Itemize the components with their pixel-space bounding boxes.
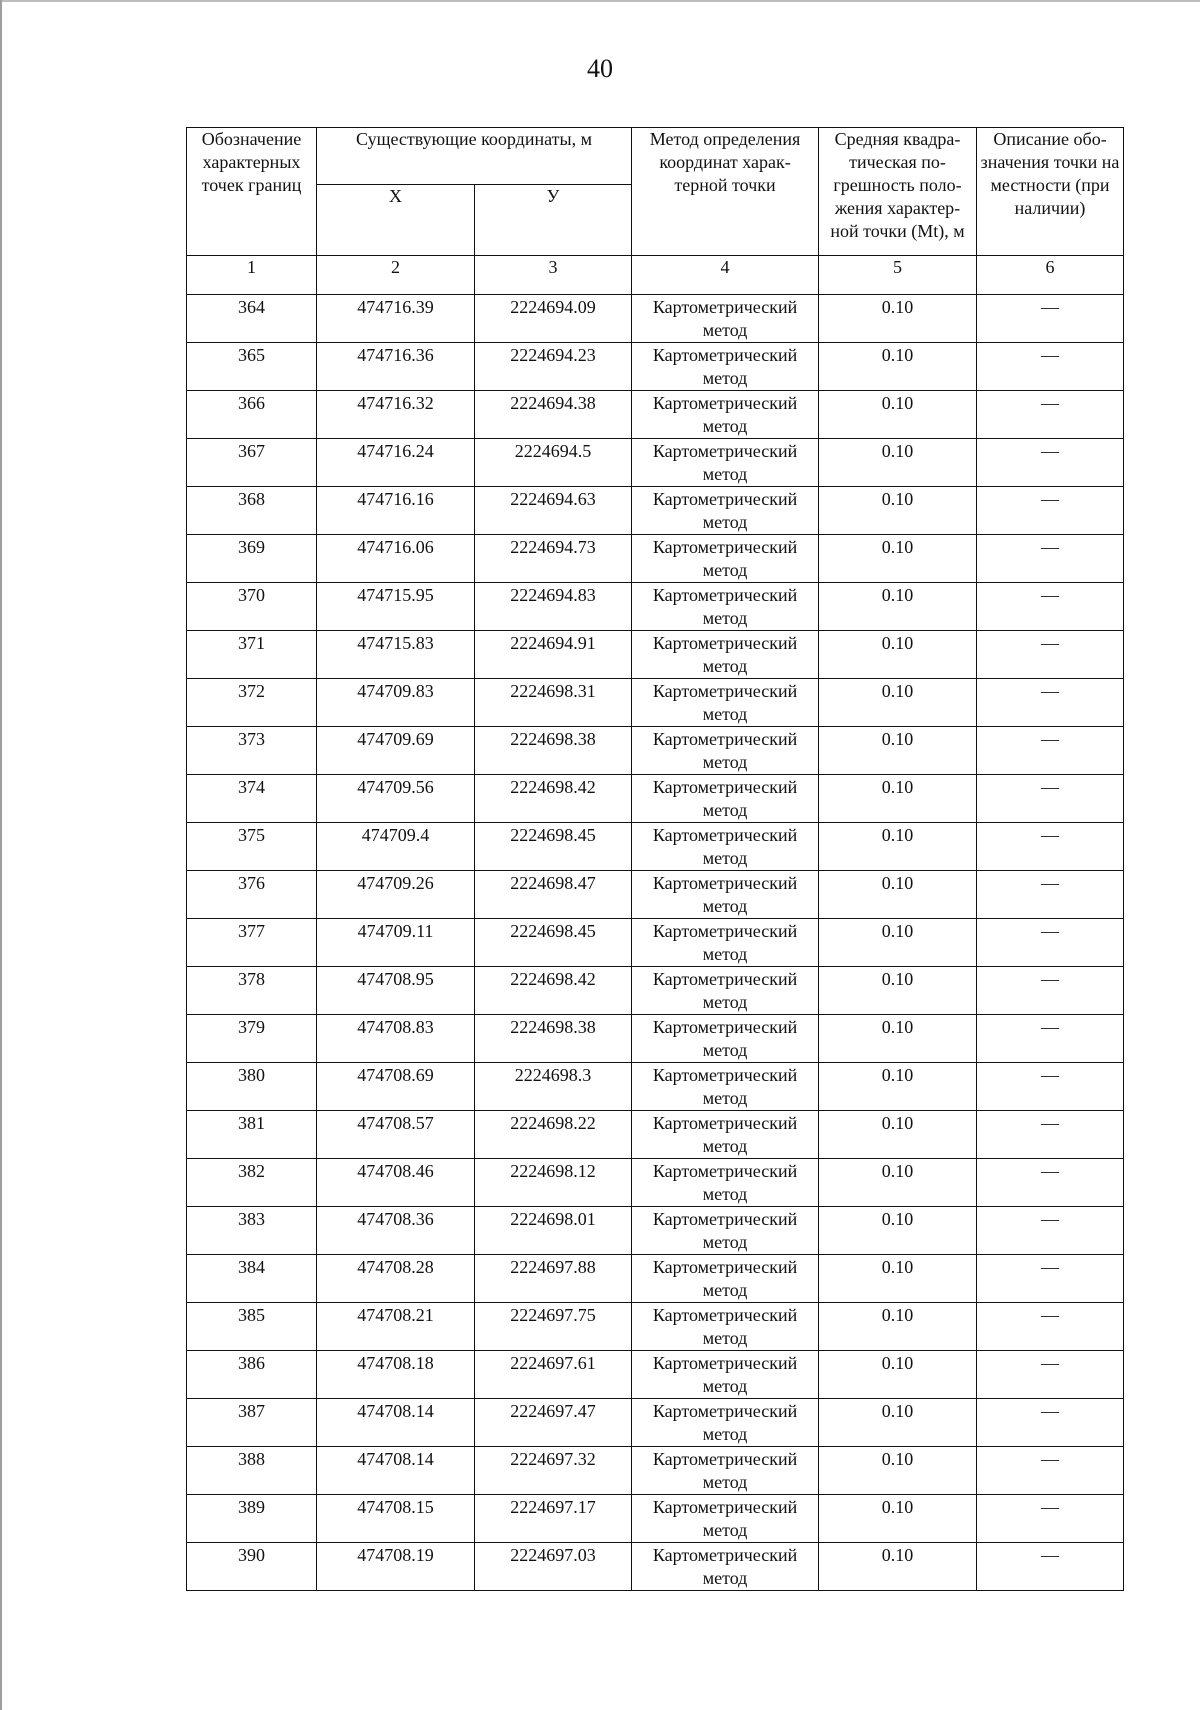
method-cell: Картометрический метод bbox=[632, 1255, 819, 1303]
table-row bbox=[187, 295, 1124, 343]
table-row bbox=[187, 727, 1124, 775]
point-id-cell: 367 bbox=[187, 439, 317, 487]
scan-edge-left bbox=[0, 0, 2, 1710]
description-cell: — bbox=[977, 1543, 1124, 1591]
x-coordinate-cell: 474708.57 bbox=[317, 1111, 475, 1159]
point-id-cell: 374 bbox=[187, 775, 317, 823]
table-row bbox=[187, 535, 1124, 583]
table-row bbox=[187, 439, 1124, 487]
mean-square-error-cell: 0.10 bbox=[819, 487, 977, 535]
x-coordinate-cell: 474708.28 bbox=[317, 1255, 475, 1303]
x-coordinate-cell: 474708.69 bbox=[317, 1063, 475, 1111]
mean-square-error-cell: 0.10 bbox=[819, 1207, 977, 1255]
column-number: 5 bbox=[819, 256, 977, 295]
header-existing-coordinates: Существующие координаты, м bbox=[317, 128, 632, 185]
point-id-cell: 385 bbox=[187, 1303, 317, 1351]
y-coordinate-cell: 2224698.38 bbox=[475, 727, 632, 775]
table-row bbox=[187, 1111, 1124, 1159]
x-coordinate-cell: 474709.69 bbox=[317, 727, 475, 775]
description-cell: — bbox=[977, 1399, 1124, 1447]
description-cell: — bbox=[977, 1351, 1124, 1399]
x-coordinate-cell: 474715.83 bbox=[317, 631, 475, 679]
method-cell: Картометрический метод bbox=[632, 1111, 819, 1159]
y-coordinate-cell: 2224694.83 bbox=[475, 583, 632, 631]
method-cell: Картометрический метод bbox=[632, 1063, 819, 1111]
boundary-points-table bbox=[186, 127, 1124, 1591]
x-coordinate-cell: 474715.95 bbox=[317, 583, 475, 631]
table-row bbox=[187, 1543, 1124, 1591]
point-id-cell: 380 bbox=[187, 1063, 317, 1111]
point-id-cell: 371 bbox=[187, 631, 317, 679]
mean-square-error-cell: 0.10 bbox=[819, 631, 977, 679]
mean-square-error-cell: 0.10 bbox=[819, 679, 977, 727]
x-coordinate-cell: 474716.06 bbox=[317, 535, 475, 583]
y-coordinate-cell: 2224697.47 bbox=[475, 1399, 632, 1447]
column-number: 4 bbox=[632, 256, 819, 295]
table-row bbox=[187, 967, 1124, 1015]
table-row bbox=[187, 1495, 1124, 1543]
x-coordinate-cell: 474716.32 bbox=[317, 391, 475, 439]
table-row bbox=[187, 1015, 1124, 1063]
table-row bbox=[187, 1255, 1124, 1303]
method-cell: Картометрический метод bbox=[632, 583, 819, 631]
table-row bbox=[187, 1063, 1124, 1111]
x-coordinate-cell: 474708.36 bbox=[317, 1207, 475, 1255]
x-coordinate-cell: 474708.83 bbox=[317, 1015, 475, 1063]
header-mean-square-error: Средняя квадра-тическая по-грешность поло-жения характер-ной точки (Mt), м bbox=[819, 128, 977, 256]
point-id-cell: 366 bbox=[187, 391, 317, 439]
y-coordinate-cell: 2224697.03 bbox=[475, 1543, 632, 1591]
method-cell: Картометрический метод bbox=[632, 487, 819, 535]
mean-square-error-cell: 0.10 bbox=[819, 1255, 977, 1303]
description-cell: — bbox=[977, 1111, 1124, 1159]
column-number: 1 bbox=[187, 256, 317, 295]
description-cell: — bbox=[977, 391, 1124, 439]
table-row bbox=[187, 871, 1124, 919]
point-id-cell: 383 bbox=[187, 1207, 317, 1255]
table-row bbox=[187, 823, 1124, 871]
mean-square-error-cell: 0.10 bbox=[819, 583, 977, 631]
x-coordinate-cell: 474716.24 bbox=[317, 439, 475, 487]
method-cell: Картометрический метод bbox=[632, 967, 819, 1015]
method-cell: Картометрический метод bbox=[632, 343, 819, 391]
description-cell: — bbox=[977, 439, 1124, 487]
description-cell: — bbox=[977, 1159, 1124, 1207]
mean-square-error-cell: 0.10 bbox=[819, 775, 977, 823]
description-cell: — bbox=[977, 1495, 1124, 1543]
y-coordinate-cell: 2224697.88 bbox=[475, 1255, 632, 1303]
method-cell: Картометрический метод bbox=[632, 871, 819, 919]
y-coordinate-cell: 2224698.01 bbox=[475, 1207, 632, 1255]
method-cell: Картометрический метод bbox=[632, 1303, 819, 1351]
x-coordinate-cell: 474709.26 bbox=[317, 871, 475, 919]
mean-square-error-cell: 0.10 bbox=[819, 919, 977, 967]
x-coordinate-cell: 474709.83 bbox=[317, 679, 475, 727]
mean-square-error-cell: 0.10 bbox=[819, 439, 977, 487]
mean-square-error-cell: 0.10 bbox=[819, 295, 977, 343]
mean-square-error-cell: 0.10 bbox=[819, 1495, 977, 1543]
point-id-cell: 388 bbox=[187, 1447, 317, 1495]
x-coordinate-cell: 474708.14 bbox=[317, 1399, 475, 1447]
method-cell: Картометрический метод bbox=[632, 679, 819, 727]
y-coordinate-cell: 2224698.47 bbox=[475, 871, 632, 919]
mean-square-error-cell: 0.10 bbox=[819, 1159, 977, 1207]
y-coordinate-cell: 2224694.63 bbox=[475, 487, 632, 535]
x-coordinate-cell: 474708.18 bbox=[317, 1351, 475, 1399]
method-cell: Картометрический метод bbox=[632, 1399, 819, 1447]
method-cell: Картометрический метод bbox=[632, 631, 819, 679]
point-id-cell: 370 bbox=[187, 583, 317, 631]
x-coordinate-cell: 474708.95 bbox=[317, 967, 475, 1015]
mean-square-error-cell: 0.10 bbox=[819, 871, 977, 919]
header-description: Описание обо-значения точки на местности (при наличии) bbox=[977, 128, 1124, 256]
description-cell: — bbox=[977, 583, 1124, 631]
description-cell: — bbox=[977, 1447, 1124, 1495]
table-row bbox=[187, 1303, 1124, 1351]
point-id-cell: 376 bbox=[187, 871, 317, 919]
table-row bbox=[187, 679, 1124, 727]
table-row bbox=[187, 1351, 1124, 1399]
mean-square-error-cell: 0.10 bbox=[819, 1063, 977, 1111]
mean-square-error-cell: 0.10 bbox=[819, 1303, 977, 1351]
description-cell: — bbox=[977, 871, 1124, 919]
y-coordinate-cell: 2224698.42 bbox=[475, 967, 632, 1015]
description-cell: — bbox=[977, 487, 1124, 535]
table-row bbox=[187, 1447, 1124, 1495]
description-cell: — bbox=[977, 343, 1124, 391]
x-coordinate-cell: 474708.21 bbox=[317, 1303, 475, 1351]
point-id-cell: 387 bbox=[187, 1399, 317, 1447]
mean-square-error-cell: 0.10 bbox=[819, 391, 977, 439]
method-cell: Картометрический метод bbox=[632, 1495, 819, 1543]
y-coordinate-cell: 2224694.5 bbox=[475, 439, 632, 487]
table-row bbox=[187, 583, 1124, 631]
method-cell: Картометрический метод bbox=[632, 1015, 819, 1063]
method-cell: Картометрический метод bbox=[632, 727, 819, 775]
mean-square-error-cell: 0.10 bbox=[819, 343, 977, 391]
x-coordinate-cell: 474708.19 bbox=[317, 1543, 475, 1591]
y-coordinate-cell: 2224698.45 bbox=[475, 823, 632, 871]
table-row bbox=[187, 343, 1124, 391]
point-id-cell: 368 bbox=[187, 487, 317, 535]
header-method: Метод определения координат харак-терной точки bbox=[632, 128, 819, 256]
table-row bbox=[187, 391, 1124, 439]
method-cell: Картометрический метод bbox=[632, 1159, 819, 1207]
y-coordinate-cell: 2224694.91 bbox=[475, 631, 632, 679]
description-cell: — bbox=[977, 967, 1124, 1015]
header-y: У bbox=[475, 185, 632, 256]
y-coordinate-cell: 2224698.45 bbox=[475, 919, 632, 967]
point-id-cell: 365 bbox=[187, 343, 317, 391]
mean-square-error-cell: 0.10 bbox=[819, 1351, 977, 1399]
description-cell: — bbox=[977, 1207, 1124, 1255]
description-cell: — bbox=[977, 775, 1124, 823]
y-coordinate-cell: 2224694.23 bbox=[475, 343, 632, 391]
mean-square-error-cell: 0.10 bbox=[819, 967, 977, 1015]
point-id-cell: 373 bbox=[187, 727, 317, 775]
point-id-cell: 364 bbox=[187, 295, 317, 343]
description-cell: — bbox=[977, 1255, 1124, 1303]
y-coordinate-cell: 2224697.61 bbox=[475, 1351, 632, 1399]
point-id-cell: 390 bbox=[187, 1543, 317, 1591]
point-id-cell: 386 bbox=[187, 1351, 317, 1399]
y-coordinate-cell: 2224694.09 bbox=[475, 295, 632, 343]
method-cell: Картометрический метод bbox=[632, 1351, 819, 1399]
table-header bbox=[187, 128, 1124, 295]
x-coordinate-cell: 474716.36 bbox=[317, 343, 475, 391]
y-coordinate-cell: 2224698.31 bbox=[475, 679, 632, 727]
point-id-cell: 379 bbox=[187, 1015, 317, 1063]
point-id-cell: 372 bbox=[187, 679, 317, 727]
column-number: 2 bbox=[317, 256, 475, 295]
table-row bbox=[187, 775, 1124, 823]
method-cell: Картометрический метод bbox=[632, 1543, 819, 1591]
point-id-cell: 381 bbox=[187, 1111, 317, 1159]
table-row bbox=[187, 1207, 1124, 1255]
mean-square-error-cell: 0.10 bbox=[819, 535, 977, 583]
y-coordinate-cell: 2224694.73 bbox=[475, 535, 632, 583]
description-cell: — bbox=[977, 823, 1124, 871]
mean-square-error-cell: 0.10 bbox=[819, 823, 977, 871]
method-cell: Картометрический метод bbox=[632, 1447, 819, 1495]
mean-square-error-cell: 0.10 bbox=[819, 1015, 977, 1063]
y-coordinate-cell: 2224698.3 bbox=[475, 1063, 632, 1111]
x-coordinate-cell: 474708.14 bbox=[317, 1447, 475, 1495]
method-cell: Картометрический метод bbox=[632, 1207, 819, 1255]
x-coordinate-cell: 474716.16 bbox=[317, 487, 475, 535]
method-cell: Картометрический метод bbox=[632, 919, 819, 967]
column-numbers-row bbox=[187, 256, 1124, 295]
method-cell: Картометрический метод bbox=[632, 391, 819, 439]
description-cell: — bbox=[977, 919, 1124, 967]
x-coordinate-cell: 474708.46 bbox=[317, 1159, 475, 1207]
table-row bbox=[187, 1399, 1124, 1447]
x-coordinate-cell: 474709.4 bbox=[317, 823, 475, 871]
y-coordinate-cell: 2224694.38 bbox=[475, 391, 632, 439]
description-cell: — bbox=[977, 1063, 1124, 1111]
table-row bbox=[187, 1159, 1124, 1207]
y-coordinate-cell: 2224698.12 bbox=[475, 1159, 632, 1207]
description-cell: — bbox=[977, 1303, 1124, 1351]
column-number: 6 bbox=[977, 256, 1124, 295]
point-id-cell: 369 bbox=[187, 535, 317, 583]
method-cell: Картометрический метод bbox=[632, 295, 819, 343]
point-id-cell: 389 bbox=[187, 1495, 317, 1543]
description-cell: — bbox=[977, 631, 1124, 679]
column-number: 3 bbox=[475, 256, 632, 295]
point-id-cell: 375 bbox=[187, 823, 317, 871]
method-cell: Картометрический метод bbox=[632, 439, 819, 487]
x-coordinate-cell: 474709.11 bbox=[317, 919, 475, 967]
page-number: 40 bbox=[587, 54, 613, 83]
method-cell: Картометрический метод bbox=[632, 535, 819, 583]
y-coordinate-cell: 2224697.32 bbox=[475, 1447, 632, 1495]
table-row bbox=[187, 631, 1124, 679]
point-id-cell: 382 bbox=[187, 1159, 317, 1207]
scan-edge-top bbox=[0, 0, 1200, 2]
description-cell: — bbox=[977, 1015, 1124, 1063]
description-cell: — bbox=[977, 295, 1124, 343]
x-coordinate-cell: 474716.39 bbox=[317, 295, 475, 343]
mean-square-error-cell: 0.10 bbox=[819, 727, 977, 775]
method-cell: Картометрический метод bbox=[632, 775, 819, 823]
y-coordinate-cell: 2224698.22 bbox=[475, 1111, 632, 1159]
table-row bbox=[187, 487, 1124, 535]
header-x: X bbox=[317, 185, 475, 256]
description-cell: — bbox=[977, 679, 1124, 727]
header-point-designation: Обозначение характерных точек границ bbox=[187, 128, 317, 256]
mean-square-error-cell: 0.10 bbox=[819, 1543, 977, 1591]
description-cell: — bbox=[977, 535, 1124, 583]
description-cell: — bbox=[977, 727, 1124, 775]
y-coordinate-cell: 2224697.17 bbox=[475, 1495, 632, 1543]
table-body bbox=[187, 295, 1124, 1591]
mean-square-error-cell: 0.10 bbox=[819, 1111, 977, 1159]
mean-square-error-cell: 0.10 bbox=[819, 1399, 977, 1447]
method-cell: Картометрический метод bbox=[632, 823, 819, 871]
x-coordinate-cell: 474708.15 bbox=[317, 1495, 475, 1543]
point-id-cell: 378 bbox=[187, 967, 317, 1015]
y-coordinate-cell: 2224698.42 bbox=[475, 775, 632, 823]
mean-square-error-cell: 0.10 bbox=[819, 1447, 977, 1495]
x-coordinate-cell: 474709.56 bbox=[317, 775, 475, 823]
point-id-cell: 384 bbox=[187, 1255, 317, 1303]
y-coordinate-cell: 2224698.38 bbox=[475, 1015, 632, 1063]
table-row bbox=[187, 919, 1124, 967]
point-id-cell: 377 bbox=[187, 919, 317, 967]
y-coordinate-cell: 2224697.75 bbox=[475, 1303, 632, 1351]
